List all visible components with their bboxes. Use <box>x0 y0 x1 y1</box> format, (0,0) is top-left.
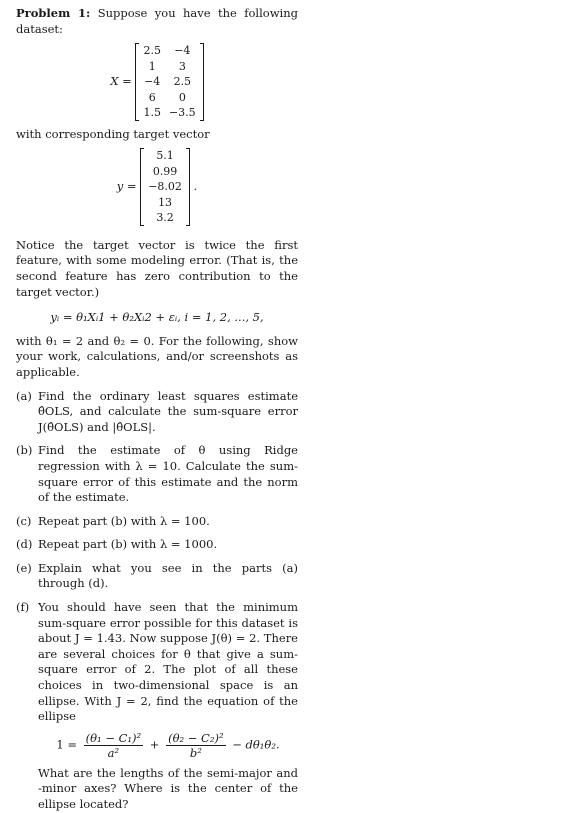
part-label: (a) <box>16 388 32 403</box>
x-matrix-cell: 1 <box>148 59 156 73</box>
part-label: (e) <box>16 560 32 575</box>
with-line-text: with θ₁ = 2 and θ₂ = 0. For the following, show your work, calculations, and/or screenshots as applicable. <box>16 333 298 379</box>
y-vector-row <box>144 164 186 180</box>
part-text <box>38 600 298 813</box>
x-matrix-cell: 6 <box>148 90 156 104</box>
notice-text: Notice the target vector is twice the first feature, with some modeling error. (That is, the second feature has zero contribution to the target vector.) <box>16 237 298 299</box>
ellipse-equation <box>38 731 298 760</box>
part-d <box>16 537 298 553</box>
x-matrix <box>135 43 203 121</box>
x-matrix-table <box>139 43 199 121</box>
y-vector-cell: 0.99 <box>152 164 178 178</box>
part-label: (f) <box>16 600 30 615</box>
y-vector-cell: 13 <box>158 195 173 209</box>
after-x-text: with corresponding target vector <box>16 126 210 141</box>
part-e <box>16 561 298 592</box>
y-vector-table <box>144 148 186 226</box>
y-vector-cell: 3.2 <box>156 211 174 225</box>
ellipse-tail: − dθ₁θ₂. <box>232 737 280 752</box>
part-a <box>16 389 298 436</box>
fraction-2-numerator: (θ₂ − C₂)² <box>168 730 224 745</box>
problem-label: Problem 1: <box>16 6 91 20</box>
part-label: (b) <box>16 443 33 458</box>
y-vector-row <box>144 210 186 226</box>
part-f-text: You should have seen that the minimum sum-square error possible for this dataset is about J = 1.43. Now suppose J(θ) = 2. There are several choices for θ that give a sum-square error of 2. The plot of all these choices in two-dimensional space is an ellipse. With J = 2, find the equation of the ellipse <box>38 600 298 724</box>
part-text: Repeat part (b) with λ = 100. <box>38 513 210 528</box>
fraction-2 <box>166 731 225 760</box>
x-matrix-row <box>139 90 199 106</box>
y-vector <box>140 148 190 226</box>
y-vector-row <box>144 195 186 211</box>
part-text: Explain what you see in the parts (a) through (d). <box>38 560 298 591</box>
x-matrix-cell: 3 <box>178 59 186 73</box>
x-matrix-row <box>139 105 199 121</box>
part-label: (d) <box>16 537 33 552</box>
y-vector-cell: 5.1 <box>156 149 174 163</box>
x-matrix-row <box>139 59 199 75</box>
fraction-2-denominator: b² <box>189 745 202 760</box>
x-matrix-cell: 1.5 <box>143 106 161 120</box>
part-f <box>16 600 298 813</box>
x-matrix-row <box>139 74 199 90</box>
problem-page <box>16 6 298 813</box>
part-text: Find the estimate of θ using Ridge regression with λ = 10. Calculate the sum-square error of this estimate and the norm of the estimate. <box>38 443 298 505</box>
x-matrix-cell: −4 <box>174 44 191 58</box>
fraction-1-denominator: a² <box>107 745 120 760</box>
ellipse-lhs: 1 = <box>56 737 77 752</box>
y-symbol: y = <box>116 179 137 194</box>
part-label: (c) <box>16 513 32 528</box>
fraction-1 <box>84 731 143 760</box>
y-vector-equation <box>16 148 298 226</box>
part-b <box>16 443 298 505</box>
part-text: Find the ordinary least squares estimate θ̂OLS, and calculate the sum-square error J(θ̂OLS) and |θ̂OLS|. <box>38 388 298 434</box>
ellipse-plus: + <box>149 737 160 752</box>
x-matrix-row <box>139 43 199 59</box>
model-equation: yᵢ = θ₁Xᵢ1 + θ₂Xᵢ2 + εᵢ, i = 1, 2, ..., 5, <box>50 310 264 325</box>
x-matrix-cell: 2.5 <box>143 44 161 58</box>
x-matrix-cell: −3.5 <box>168 106 196 120</box>
x-symbol: X = <box>110 73 132 88</box>
x-matrix-equation <box>16 43 298 121</box>
part-text: Repeat part (b) with λ = 1000. <box>38 537 218 552</box>
x-matrix-cell: 0 <box>178 90 186 104</box>
y-vector-row <box>144 148 186 164</box>
fraction-1-numerator: (θ₁ − C₁)² <box>85 730 142 745</box>
y-vector-row <box>144 179 186 195</box>
x-matrix-cell: 2.5 <box>173 75 192 89</box>
x-matrix-cell: −4 <box>144 75 161 89</box>
part-c <box>16 514 298 530</box>
intro-text: Suppose you have the following dataset: <box>16 6 298 36</box>
y-end: . <box>193 179 198 194</box>
y-vector-cell: −8.02 <box>148 180 182 194</box>
closing-question: What are the lengths of the semi-major and -minor axes? Where is the center of the ellipse located? <box>38 765 298 811</box>
problem-intro <box>16 6 298 37</box>
